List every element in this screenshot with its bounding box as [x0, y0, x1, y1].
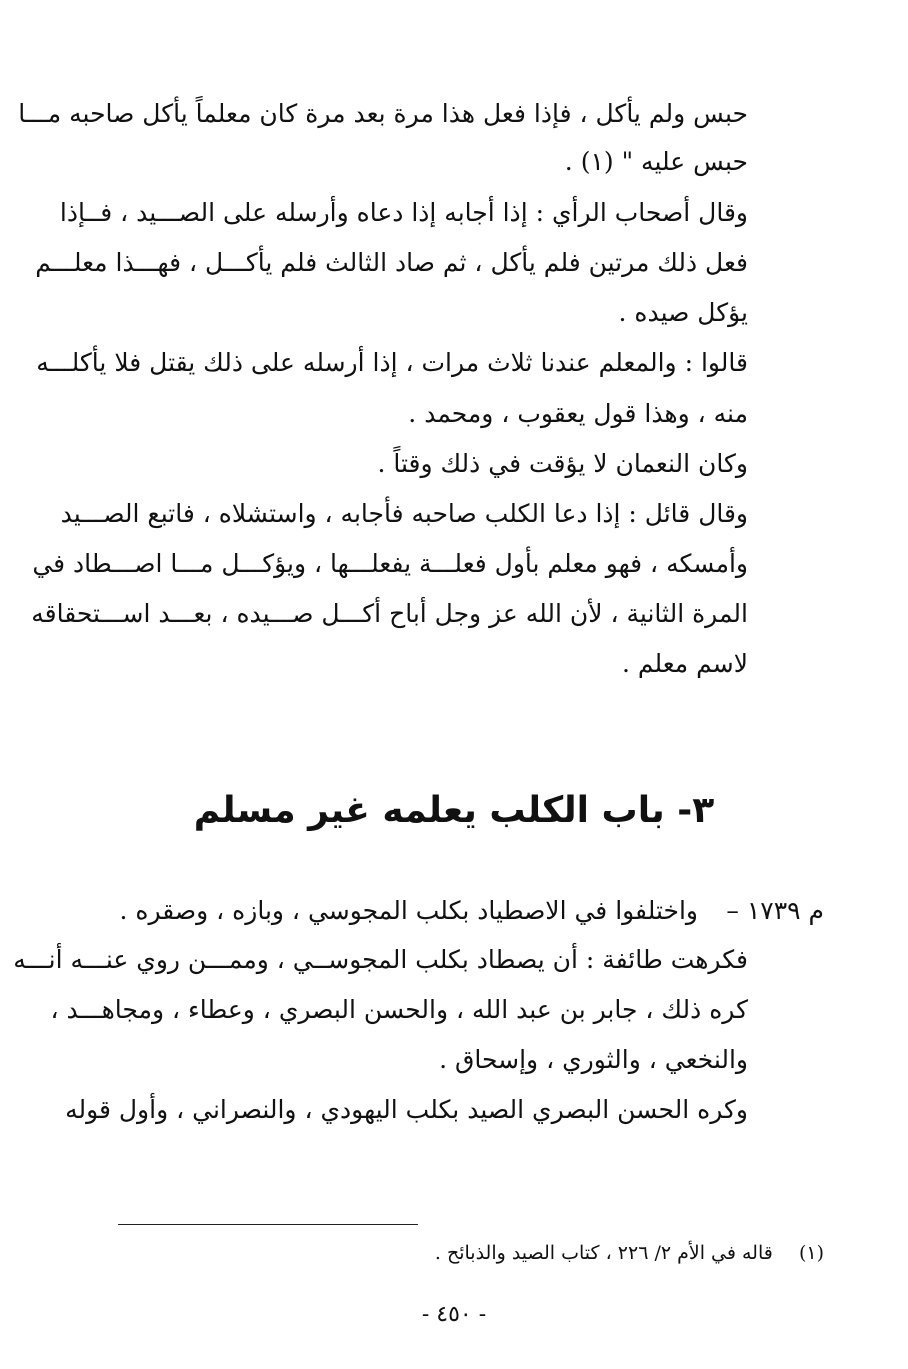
paragraph-line: وكره الحسن البصري الصيد بكلب اليهودي ، والنصراني ، وأول قوله [65, 1095, 748, 1124]
paragraph-line: لاسم معلم . [621, 649, 748, 678]
paragraph-line: وأمسكه ، فهو معلم بأول فعلـــة يفعلـــها ، ويؤكـــل مـــا اصـــطاد في [32, 549, 748, 578]
paragraph-line: كره ذلك ، جابر بن عبد الله ، والحسن البصري ، وعطاء ، ومجاهـــد ، [50, 995, 748, 1024]
footnote-text: قاله في الأم ٢/ ٢٢٦ ، كتاب الصيد والذبائح . [434, 1242, 773, 1264]
chapter-heading: ٣- باب الكلب يعلمه غير مسلم [193, 790, 715, 831]
paragraph-line: وقال قائل : إذا دعا الكلب صاحبه فأجابه ، واستشلاه ، فاتبع الصـــيد [60, 499, 748, 528]
paragraph-line: قالوا : والمعلم عندنا ثلاث مرات ، إذا أرسله على ذلك يقتل فلا يأكلـــه [36, 348, 748, 377]
paragraph-line: واختلفوا في الاصطياد بكلب المجوسي ، وبازه ، وصقره . [119, 896, 698, 925]
footnote [435, 1240, 824, 1266]
paragraph-line: وقال أصحاب الرأي : إذا أجابه إذا دعاه وأرسله على الصـــيد ، فــإذا [59, 198, 748, 227]
paragraph-line: منه ، وهذا قول يعقوب ، ومحمد . [408, 399, 748, 428]
paragraph-line: فكرهت طائفة : أن يصطاد بكلب المجوســي ، وممـــن روي عنـــه أنـــه [13, 945, 748, 974]
paragraph-line: وكان النعمان لا يؤقت في ذلك وقتاً . [377, 449, 748, 478]
paragraph-line: يؤكل صيده . [618, 298, 748, 327]
paragraph-line: فعل ذلك مرتين فلم يأكل ، ثم صاد الثالث فلم يأكـــل ، فهـــذا معلـــم [35, 248, 748, 277]
paragraph-line: والنخعي ، والثوري ، وإسحاق . [439, 1045, 748, 1074]
paragraph-line: المرة الثانية ، لأن الله عز وجل أباح أكـــل صـــيده ، بعـــد اســـتحقاقه [31, 599, 748, 628]
page-number: - ٤٥٠ - [421, 1302, 487, 1327]
footnote-separator [118, 1224, 418, 1225]
paragraph-line: حبس عليه " (١) . [564, 147, 748, 176]
issue-number-marker: م ١٧٣٩ – [726, 896, 824, 925]
paragraph-line: حبس ولم يأكل ، فإذا فعل هذا مرة بعد مرة كان معلماً يأكل صاحبه مـــا [18, 99, 748, 128]
footnote-number: (١) [798, 1242, 824, 1264]
